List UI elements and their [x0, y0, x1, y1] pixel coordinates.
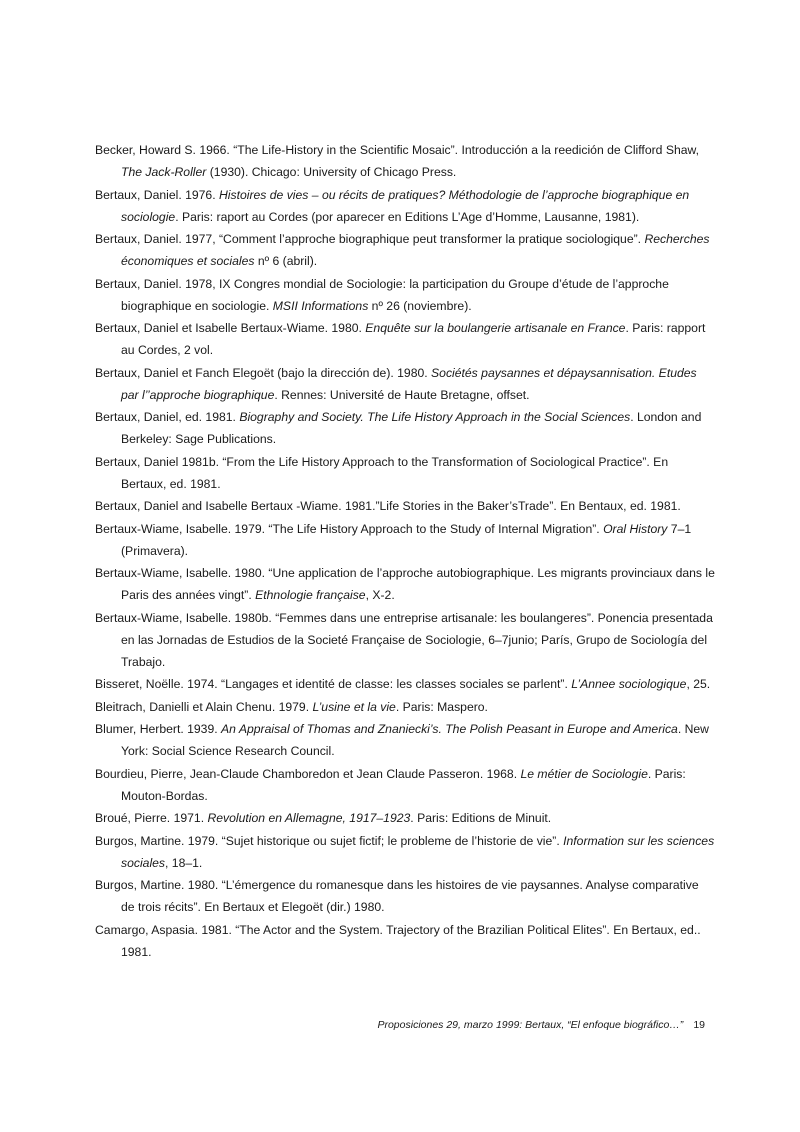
reference-entry — [95, 273, 715, 317]
reference-entry — [95, 673, 715, 695]
reference-text: 7–1 (Primavera). — [121, 521, 692, 558]
reference-text: Bertaux-Wiame, Isabelle. 1980b. “Femmes dans une entreprise artisanale: les boulangeres”. Ponencia presentada en las Jornadas de Estudios de la Societé Française de Sociologie, 6–7junio; París, Grupo de Sociología del Trabajo. — [95, 610, 713, 669]
reference-text: . Rennes: Université de Haute Bretagne, offset. — [274, 387, 530, 402]
reference-entry — [95, 518, 715, 562]
reference-text: Bleitrach, Danielli et Alain Chenu. 1979. — [95, 699, 313, 714]
reference-entry — [95, 874, 715, 918]
reference-text: Bertaux, Daniel, ed. 1981. — [95, 410, 240, 424]
reference-text: . New York: Social Science Research Council. — [121, 722, 709, 758]
reference-text: . London and Berkeley: Sage Publications. — [121, 410, 702, 446]
reference-text: , 25. — [686, 677, 711, 691]
reference-title: Enquête sur la boulangerie artisanale en France — [365, 321, 626, 335]
reference-entry — [95, 718, 715, 762]
reference-text: Bisseret, Noëlle. 1974. “Langages et identité de classe: les classes sociales se parlent”. — [95, 677, 572, 691]
page-footer — [0, 1015, 705, 1035]
reference-entry — [95, 228, 715, 272]
reference-text: Camargo, Aspasia. 1981. “The Actor and the System. Trajectory of the Brazilian Political Elites”. En Bertaux, ed.. 1981. — [95, 922, 701, 959]
reference-text: Bertaux, Daniel. 1976. — [95, 187, 219, 202]
reference-title: MSII Informations — [272, 298, 369, 313]
reference-entry — [95, 451, 715, 495]
reference-text: , 18–1. — [165, 855, 203, 870]
reference-title: Biography and Society. The Life History Approach in the Social Sciences — [239, 410, 631, 424]
reference-text: Bertaux, Daniel. 1978, IX Congres mondial de Sociologie: la participation du Groupe d’étude de l’approche biographique en sociologie. — [95, 276, 669, 313]
reference-title: Ethnologie française — [255, 588, 366, 602]
reference-title: Recherches économiques et sociales — [121, 232, 710, 268]
reference-text: . Paris: raport au Cordes (por aparecer en Editions L’Age d’Homme, Lausanne, 1981). — [175, 209, 640, 224]
reference-text: Burgos, Martine. 1980. “L’émergence du romanesque dans les histoires de vie paysannes. Analyse comparative de trois récits”. En Bertaux et Elegoët (dir.) 1980. — [95, 878, 699, 914]
reference-text: . Paris: Editions de Minuit. — [410, 811, 552, 825]
reference-text: Broué, Pierre. 1971. — [95, 811, 208, 825]
reference-entry — [95, 830, 715, 874]
reference-text: Bertaux, Daniel et Isabelle Bertaux-Wiame. 1980. — [95, 321, 366, 335]
reference-title: Revolution en Allemagne, 1917–1923 — [207, 811, 411, 825]
reference-title: The Jack-Roller — [121, 165, 207, 179]
reference-entry — [95, 139, 715, 183]
reference-title: Le métier de Sociologie — [520, 766, 648, 781]
page-number: 19 — [693, 1019, 705, 1031]
reference-text: Bertaux, Daniel 1981b. “From the Life History Approach to the Transformation of Sociological Practice”. En Bertaux, ed. 1981. — [95, 454, 669, 491]
reference-entry — [95, 317, 715, 361]
reference-text: Becker, Howard S. 1966. “The Life-History in the Scientific Mosaic”. Introducción a la reedición de Clifford Shaw, — [95, 143, 700, 157]
reference-text: Bertaux-Wiame, Isabelle. 1980. “Une application de l’approche autobiographique. Les migrants provinciaux dans le Paris des années vingt”. — [95, 566, 715, 602]
reference-text: (1930). Chicago: University of Chicago Press. — [206, 165, 457, 179]
reference-text: . Paris: Mouton-Bordas. — [121, 766, 686, 803]
reference-text: Blumer, Herbert. 1939. — [95, 722, 221, 736]
reference-text: Bertaux-Wiame, Isabelle. 1979. “The Life History Approach to the Study of Internal Migration”. — [95, 521, 604, 536]
reference-entry — [95, 696, 715, 718]
reference-entry — [95, 763, 715, 807]
reference-title: Information sur les sciences sociales — [121, 833, 715, 870]
reference-title: Sociétés paysannes et dépaysannisation. Etudes par l’’approche biographique — [121, 365, 697, 402]
reference-text: , X-2. — [365, 588, 395, 602]
reference-title: L’Annee sociologique — [571, 677, 687, 691]
reference-text: nº 6 (abril). — [254, 254, 318, 268]
reference-text: . Paris: rapport au Cordes, 2 vol. — [121, 321, 706, 357]
footer-source: Proposiciones 29, marzo 1999: Bertaux, “El enfoque biográfico…” — [377, 1019, 684, 1031]
reference-title: L’usine et la vie — [312, 699, 396, 714]
reference-entry — [95, 184, 715, 228]
reference-entry — [95, 406, 715, 450]
reference-text: Bertaux, Daniel et Fanch Elegoët (bajo la dirección de). 1980. — [95, 365, 432, 380]
reference-list — [95, 139, 715, 963]
reference-entry — [95, 807, 715, 829]
reference-title: Histoires de vies – ou récits de pratiques? Méthodologie de l’approche biographique en sociologie — [121, 187, 690, 224]
reference-text: nº 26 (noviembre). — [368, 298, 472, 313]
reference-entry — [95, 362, 715, 406]
reference-text: Bertaux, Daniel and Isabelle Bertaux -Wiame. 1981.”Life Stories in the Baker’sTrade”. En Bentaux, ed. 1981. — [95, 499, 681, 513]
reference-title: Oral History — [603, 521, 668, 536]
reference-entry — [95, 562, 715, 606]
reference-text: Bourdieu, Pierre, Jean-Claude Chamboredon et Jean Claude Passeron. 1968. — [95, 766, 521, 781]
reference-entry — [95, 919, 715, 963]
reference-title: An Appraisal of Thomas and Znaniecki’s. The Polish Peasant in Europe and America — [221, 722, 678, 736]
reference-entry — [95, 607, 715, 673]
reference-text: Burgos, Martine. 1979. “Sujet historique ou sujet fictif; le probleme de l’historie de vie”. — [95, 833, 564, 848]
reference-entry — [95, 495, 715, 517]
reference-text: Bertaux, Daniel. 1977, “Comment l’approche biographique peut transformer la pratique sociologique”. — [95, 232, 645, 246]
reference-text: . Paris: Maspero. — [395, 699, 488, 714]
